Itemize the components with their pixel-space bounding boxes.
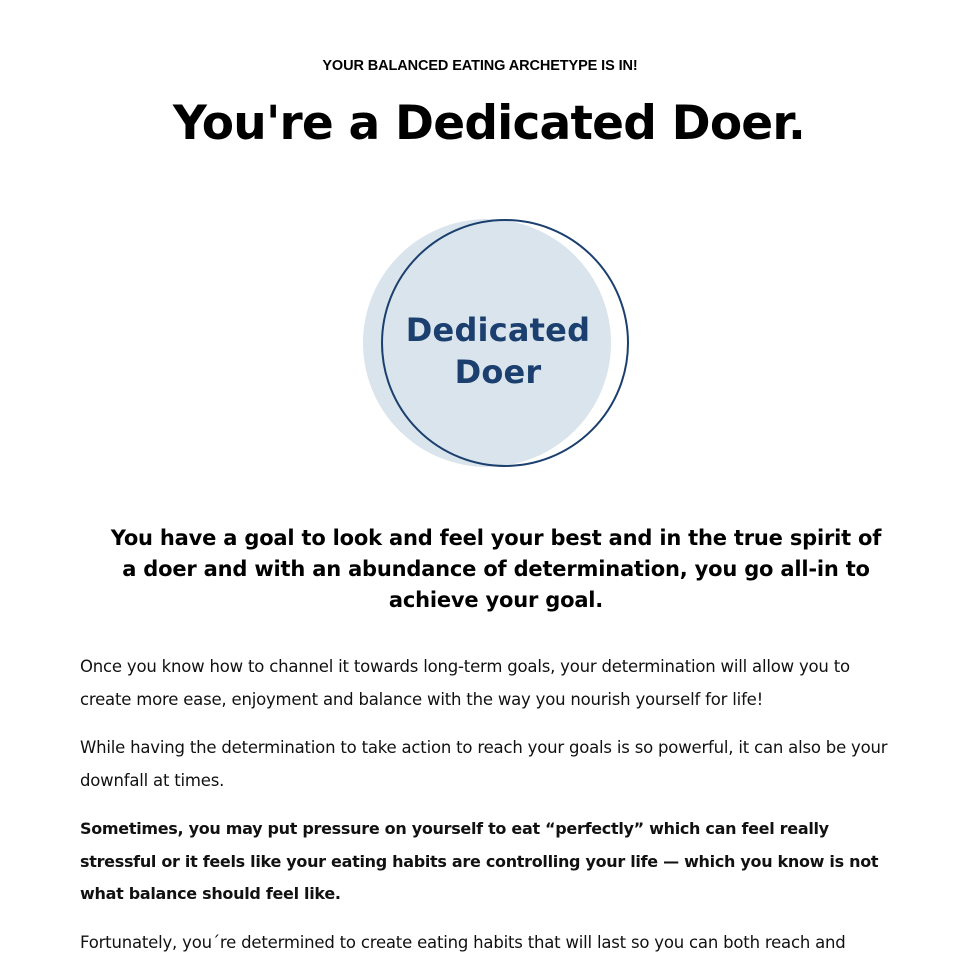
archetype-kicker: YOUR BALANCED EATING ARCHETYPE IS IN! [322,58,638,74]
paragraph: Fortunately, you´re determined to create eating habits that will last so you can both reach and [80,932,846,952]
archetype-badge [361,217,631,469]
badge-label-line2: Doer [454,353,542,391]
badge-label [391,309,605,393]
description-body [80,651,906,963]
badge-label-line1: Dedicated [405,311,591,349]
lead-statement: You have a goal to look and feel your best and in the true spirit of a doer and with an abundance of determination, you go all-in to achieve your goal. [110,526,882,612]
paragraph-emphasis: Sometimes, you may put pressure on yourself to eat “perfectly” which can feel really stressful or it feels like your eating habits are controlling your life — which you know is not what balance should feel like. [80,819,879,903]
paragraph: While having the determination to take action to reach your goals is so powerful, it can also be your downfall at times. [80,738,888,790]
paragraph: Once you know how to channel it towards long-term goals, your determination will allow you to create more ease, enjoyment and balance with the way you nourish yourself for life! [80,657,850,709]
page-title: You're a Dedicated Doer. [172,96,806,151]
